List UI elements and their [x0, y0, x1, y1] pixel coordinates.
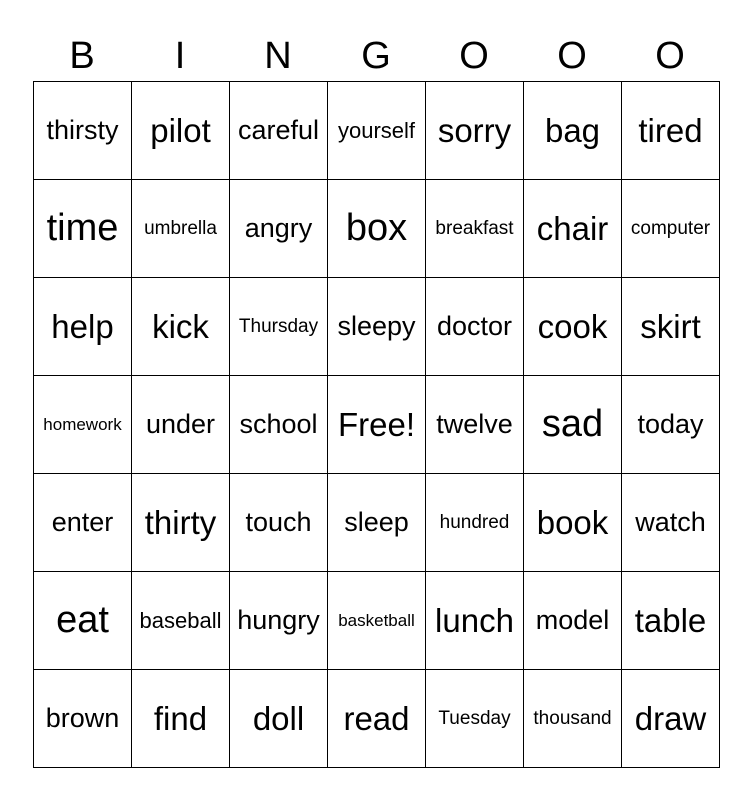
bingo-cell: sleepy — [328, 278, 426, 376]
bingo-cell: Thursday — [230, 278, 328, 376]
bingo-cell: thirsty — [34, 82, 132, 180]
header-letter: O — [557, 35, 587, 77]
header-letter: G — [361, 35, 391, 77]
bingo-cell: lunch — [426, 572, 524, 670]
bingo-cell: baseball — [132, 572, 230, 670]
header-letter: N — [264, 35, 292, 77]
header-letter: B — [69, 35, 95, 77]
bingo-cell: hundred — [426, 474, 524, 572]
bingo-cell: book — [524, 474, 622, 572]
bingo-cell: model — [524, 572, 622, 670]
bingo-cell: time — [34, 180, 132, 278]
bingo-cell: bag — [524, 82, 622, 180]
bingo-cell: thirty — [132, 474, 230, 572]
bingo-card — [33, 0, 720, 800]
bingo-cell: homework — [34, 376, 132, 474]
bingo-cell: chair — [524, 180, 622, 278]
bingo-cell: touch — [230, 474, 328, 572]
bingo-cell: today — [622, 376, 720, 474]
bingo-cell: table — [622, 572, 720, 670]
bingo-header — [33, 30, 720, 82]
bingo-cell: Free! — [328, 376, 426, 474]
bingo-cell: hungry — [230, 572, 328, 670]
bingo-cell: draw — [622, 670, 720, 768]
bingo-grid — [33, 81, 720, 768]
bingo-cell: sorry — [426, 82, 524, 180]
bingo-cell: twelve — [426, 376, 524, 474]
bingo-cell: help — [34, 278, 132, 376]
bingo-cell: doll — [230, 670, 328, 768]
bingo-cell: breakfast — [426, 180, 524, 278]
bingo-cell: sad — [524, 376, 622, 474]
bingo-cell: sleep — [328, 474, 426, 572]
bingo-cell: Tuesday — [426, 670, 524, 768]
bingo-cell: under — [132, 376, 230, 474]
bingo-cell: careful — [230, 82, 328, 180]
bingo-cell: eat — [34, 572, 132, 670]
bingo-cell: skirt — [622, 278, 720, 376]
bingo-cell: kick — [132, 278, 230, 376]
bingo-cell: read — [328, 670, 426, 768]
bingo-cell: find — [132, 670, 230, 768]
header-letter: I — [174, 35, 186, 77]
bingo-cell: thousand — [524, 670, 622, 768]
bingo-cell: cook — [524, 278, 622, 376]
bingo-cell: tired — [622, 82, 720, 180]
bingo-cell: pilot — [132, 82, 230, 180]
bingo-cell: doctor — [426, 278, 524, 376]
bingo-cell: enter — [34, 474, 132, 572]
bingo-cell: yourself — [328, 82, 426, 180]
header-letter: O — [459, 35, 489, 77]
bingo-cell: computer — [622, 180, 720, 278]
bingo-cell: umbrella — [132, 180, 230, 278]
bingo-cell: angry — [230, 180, 328, 278]
bingo-cell: brown — [34, 670, 132, 768]
bingo-cell: box — [328, 180, 426, 278]
bingo-cell: watch — [622, 474, 720, 572]
bingo-cell: basketball — [328, 572, 426, 670]
header-letter: O — [655, 35, 685, 77]
bingo-cell: school — [230, 376, 328, 474]
